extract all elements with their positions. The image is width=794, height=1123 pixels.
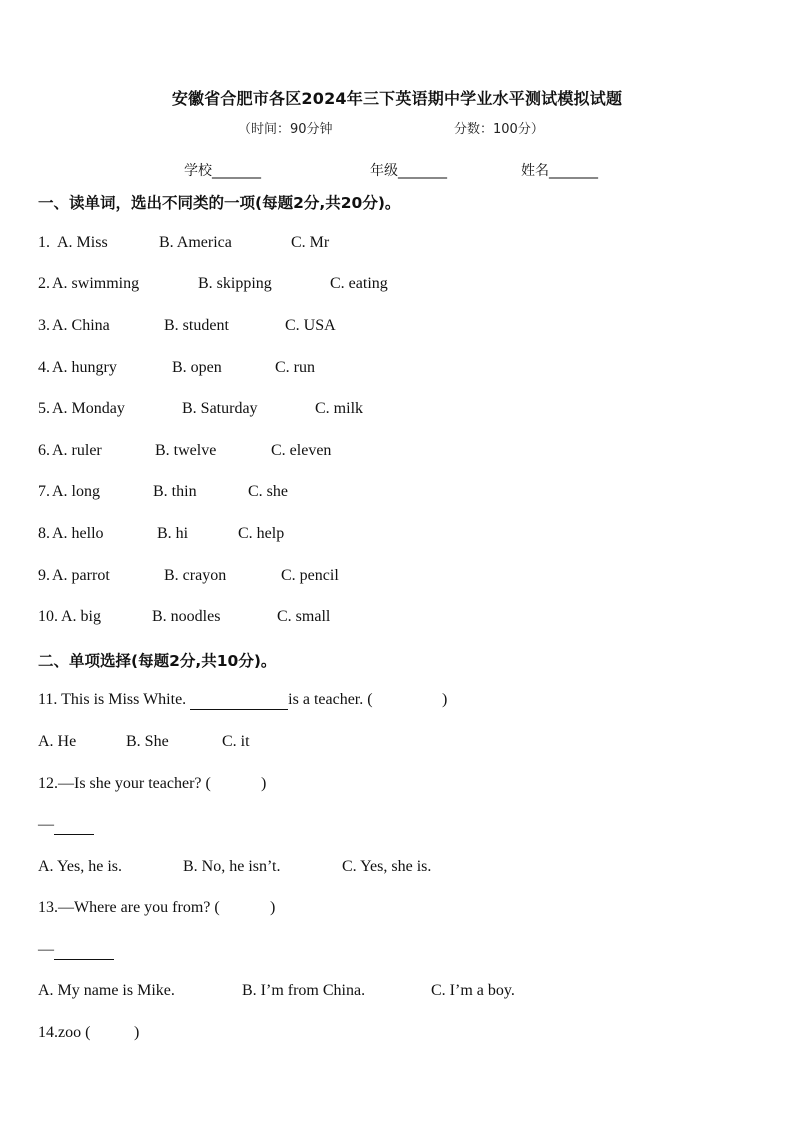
question-text: .—Where are you from? (: [54, 899, 220, 916]
option-c: C. she: [248, 483, 288, 500]
question-number: 4: [38, 359, 46, 376]
question-number: 3: [38, 317, 46, 334]
option-c: C. small: [277, 608, 331, 625]
answer-paren-close: ): [134, 1024, 140, 1041]
section-1-heading: 一、读单词，选出不同类的一项(每题2分,共20分)。: [38, 194, 401, 212]
school-field: 学校_______: [184, 163, 261, 179]
question-number: 8: [38, 525, 46, 542]
option-a: A. Miss: [57, 234, 108, 251]
option-a: A. hungry: [52, 359, 117, 376]
name-field: 姓名_______: [521, 163, 598, 179]
option-b: B. skipping: [198, 275, 272, 292]
option-b: B. twelve: [155, 442, 217, 459]
option-a: A. My name is Mike.: [38, 982, 175, 999]
answer-blank: [190, 691, 288, 710]
option-c: C. eating: [330, 275, 388, 292]
option-b: B. noodles: [152, 608, 221, 625]
exam-time: （时间：90分钟: [238, 122, 333, 137]
question-number: 13: [38, 899, 54, 916]
option-c: C. I’m a boy.: [431, 982, 515, 999]
option-b: B. Saturday: [182, 400, 258, 417]
answer-paren-close: ): [261, 775, 267, 792]
option-c: C. it: [222, 733, 250, 750]
question-number: 7: [38, 483, 46, 500]
option-b: B. thin: [153, 483, 197, 500]
question-text: .—Is she your teacher? (: [54, 775, 211, 792]
reply-blank: [54, 941, 114, 960]
question-number: 11: [38, 691, 54, 708]
option-a: A. long: [52, 483, 100, 500]
option-b: B. crayon: [164, 567, 227, 584]
page-title: 安徽省合肥市各区2024年三下英语期中学业水平测试模拟试题: [171, 89, 623, 108]
option-c: C. pencil: [281, 567, 339, 584]
exam-score: 分数：100分）: [454, 122, 544, 137]
grade-field: 年级_______: [370, 163, 447, 179]
option-c: C. help: [238, 525, 285, 542]
question-text: .zoo (: [54, 1024, 91, 1041]
question-number: 6: [38, 442, 46, 459]
option-a: A. hello: [52, 525, 104, 542]
reply-dash: —: [38, 816, 54, 833]
option-b: B. No, he isn’t.: [183, 858, 281, 875]
option-a: A. parrot: [52, 567, 110, 584]
option-c: C. run: [275, 359, 315, 376]
option-a: A. ruler: [52, 442, 102, 459]
question-number: 12: [38, 775, 54, 792]
option-c: C. Yes, she is.: [342, 858, 432, 875]
question-number: 5: [38, 400, 46, 417]
question-number: 2: [38, 275, 46, 292]
answer-paren-close: ): [442, 691, 448, 708]
option-a: A. He: [38, 733, 77, 750]
question-number: 14: [38, 1024, 54, 1041]
option-a: A. swimming: [52, 275, 140, 292]
option-c: C. milk: [315, 400, 364, 417]
reply-blank: [54, 816, 94, 835]
question-number: 10: [38, 608, 54, 625]
option-b: B. I’m from China.: [242, 982, 366, 999]
option-b: B. hi: [157, 525, 189, 542]
option-b: B. She: [126, 733, 169, 750]
option-b: B. America: [159, 234, 232, 251]
question-text-cont: is a teacher. (: [288, 691, 373, 708]
question-number: 9: [38, 567, 46, 584]
option-c: C. eleven: [271, 442, 332, 459]
option-a: A. big: [61, 608, 101, 625]
question-text: . This is Miss White.: [53, 691, 191, 708]
option-a: A. Monday: [52, 400, 125, 417]
section-2-heading: 二、单项选择(每题2分,共10分)。: [38, 652, 277, 670]
answer-paren-close: ): [270, 899, 276, 916]
option-c: C. Mr: [291, 234, 330, 251]
option-b: B. student: [164, 317, 229, 334]
option-a: A. China: [52, 317, 110, 334]
reply-dash: —: [38, 941, 54, 958]
question-number: 1: [38, 234, 46, 251]
option-a: A. Yes, he is.: [38, 858, 123, 875]
option-c: C. USA: [285, 317, 336, 334]
student-info-fields: [0, 160, 794, 180]
option-b: B. open: [172, 359, 222, 376]
